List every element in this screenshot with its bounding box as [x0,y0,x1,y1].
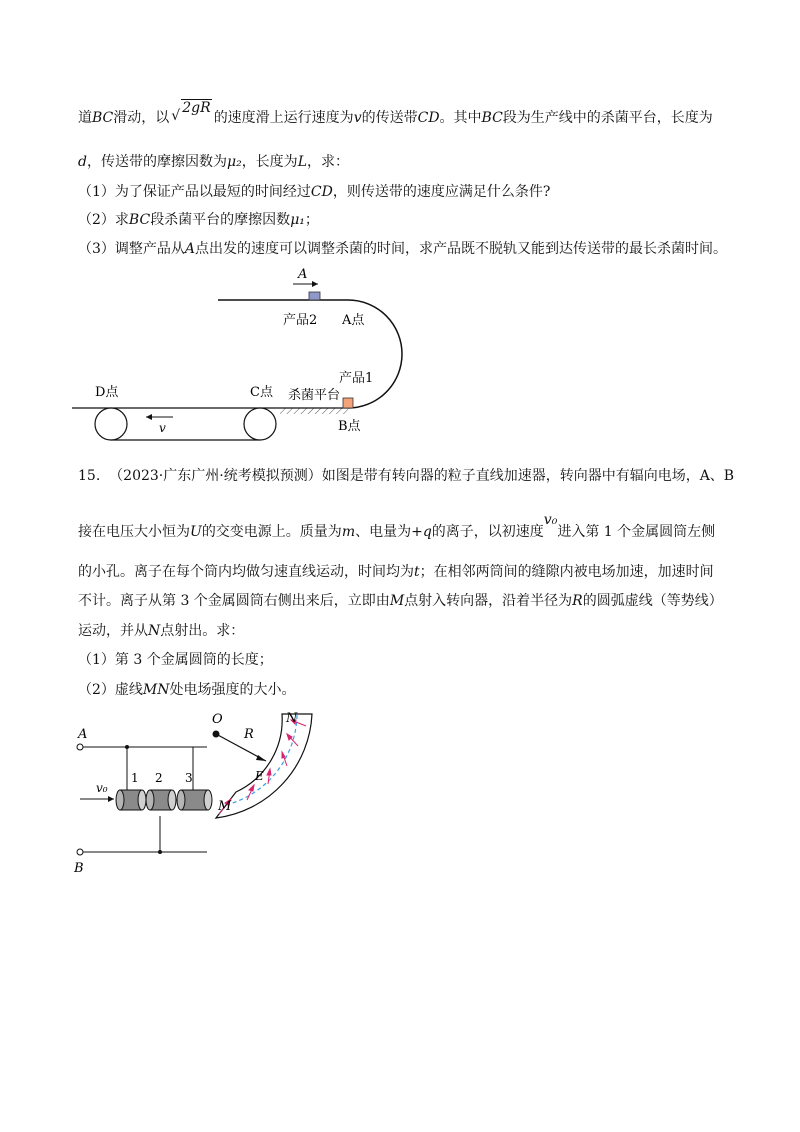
p14-question1: （1）为了保证产品以最短的时间经过CD，则传送带的速度应满足什么条件? [78,184,551,200]
label-tube2: 2 [155,771,163,785]
label-b-terminal: B [74,861,84,876]
p15-line4: 不计。离子从第 3 个金属圆筒右侧出来后，立即由M点射入转向器，沿着半径为R的圆弧虚线（等势线） [78,593,723,609]
figure-conveyor-diagram [0,262,800,442]
platform-hatch [280,408,348,414]
p15-line5: 运动，并从N点射出。求： [78,623,245,639]
figure-accelerator-diagram [0,706,800,876]
label-e: E [255,769,264,783]
product2-block [309,292,320,300]
label-tube3: 3 [185,771,193,785]
arrow-a-head [312,281,318,287]
pulley-left [95,408,127,440]
junction-1 [125,745,129,749]
v0-arrow-head [108,796,114,802]
label-r: R [244,727,254,742]
p14-line2: d，传送带的摩擦因数为μ₂，长度为L，求： [78,154,349,170]
p14-question3: （3）调整产品从A点出发的速度可以调整杀菌的时间，求产品既不脱轨又能到达传送带的最长杀菌时间。 [78,241,728,257]
label-a-terminal: A [78,727,88,742]
p14-question2: （2）求BC段杀菌平台的摩擦因数μ₁； [78,212,319,228]
label-tube1: 1 [131,771,139,785]
terminal-b [77,849,83,855]
p14-line1: 道BC滑动，以 √ 2gR的速度滑上运行速度为v的传送带CD。其中BC段为生产线中的杀菌平台，长度为 [78,100,713,126]
label-v0: v₀ [96,781,108,795]
junction-2 [158,850,162,854]
label-product1: 产品1 [339,371,374,386]
tube-3 [177,790,212,810]
pulley-right [244,408,276,440]
label-a-point: A点 [342,313,365,328]
label-d-point: D点 [95,385,119,400]
label-a-arrow: A [298,267,308,282]
p15-line3: 的小孔。离子在每个筒内均做匀速直线运动，时间均为t；在相邻两筒间的缝隙内被电场加速，加速时间 [78,564,714,580]
tube-1 [116,790,146,810]
label-v: v [159,421,166,435]
p15-question2: （2）虚线MN处电场强度的大小。 [78,682,296,698]
label-c-point: C点 [250,385,273,400]
terminal-a [77,744,83,750]
product1-block [343,398,353,408]
p15-question1: （1）第 3 个金属圆筒的长度； [78,652,273,668]
tube-2 [146,790,176,810]
label-o: O [212,712,223,727]
label-product2: 产品2 [283,313,318,328]
label-m: M [218,799,232,814]
sqrt-expression: √ 2gR [171,100,211,124]
label-platform: 杀菌平台 [288,388,341,403]
label-n: N [286,711,298,726]
label-b-point: B点 [338,419,361,434]
belt-arrow-head [146,414,152,420]
p15-line1: 15. （2023·广东广州·统考模拟预测）如图是带有转向器的粒子直线加速器，转向器中有辐向电场，A、B [78,468,735,484]
p15-line2: 接在电压大小恒为U的交变电源上。质量为m、电量为+q的离子，以初速度v₀进入第 1 个金属圆筒左侧 [78,512,716,540]
